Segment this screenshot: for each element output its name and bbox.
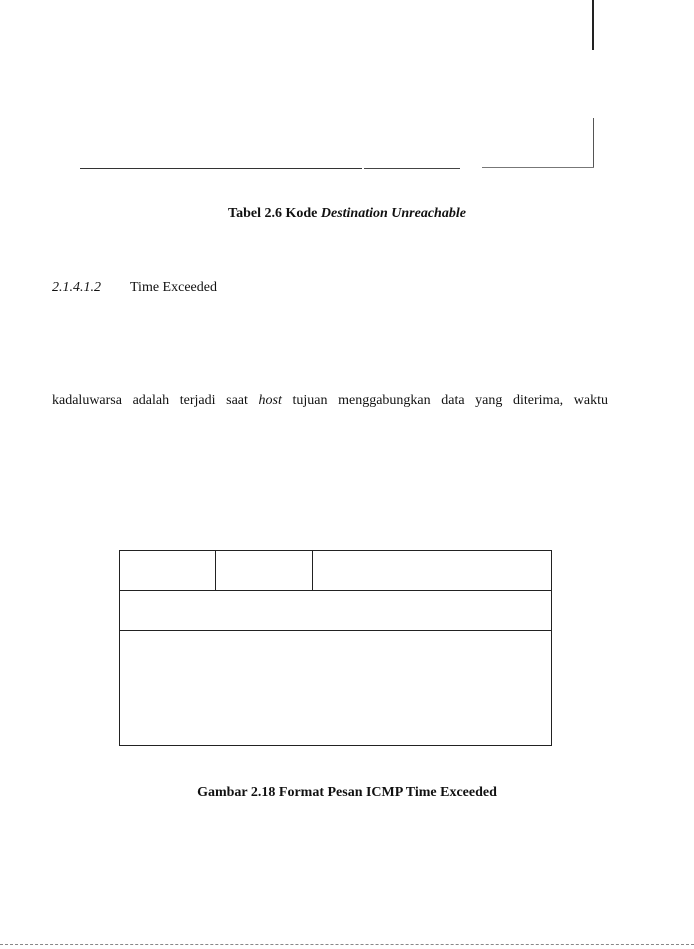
section-title: Time Exceeded <box>130 280 217 295</box>
table-bottom-line <box>364 168 460 169</box>
diagram-row-data <box>120 631 551 745</box>
paragraph-text-2: tujuan menggabungkan data yang diterima, waktu <box>281 393 608 408</box>
diagram-cell-code <box>216 551 313 590</box>
table-border-line <box>593 118 594 168</box>
paragraph-text-1: kadaluwarsa adalah terjadi saat <box>52 393 259 408</box>
page-bottom-line <box>0 944 694 945</box>
diagram-row-header <box>120 551 551 591</box>
table-caption <box>0 206 694 222</box>
section-heading <box>52 280 217 296</box>
diagram-row-unused <box>120 591 551 631</box>
table-bottom-line <box>482 167 594 168</box>
figure-caption: Gambar 2.18 Format Pesan ICMP Time Exceeded <box>197 785 497 800</box>
table-caption-prefix: Tabel 2.6 Kode <box>228 206 321 221</box>
table-bottom-line <box>80 168 362 169</box>
diagram-cell-type <box>120 551 216 590</box>
icmp-format-diagram <box>119 550 552 746</box>
section-number: 2.1.4.1.2 <box>52 280 101 295</box>
diagram-cell-checksum <box>313 551 551 590</box>
body-paragraph <box>52 393 608 409</box>
table-caption-italic: Destination Unreachable <box>320 206 466 221</box>
paragraph-italic-host: host <box>258 393 282 408</box>
table-border-line <box>592 0 594 50</box>
